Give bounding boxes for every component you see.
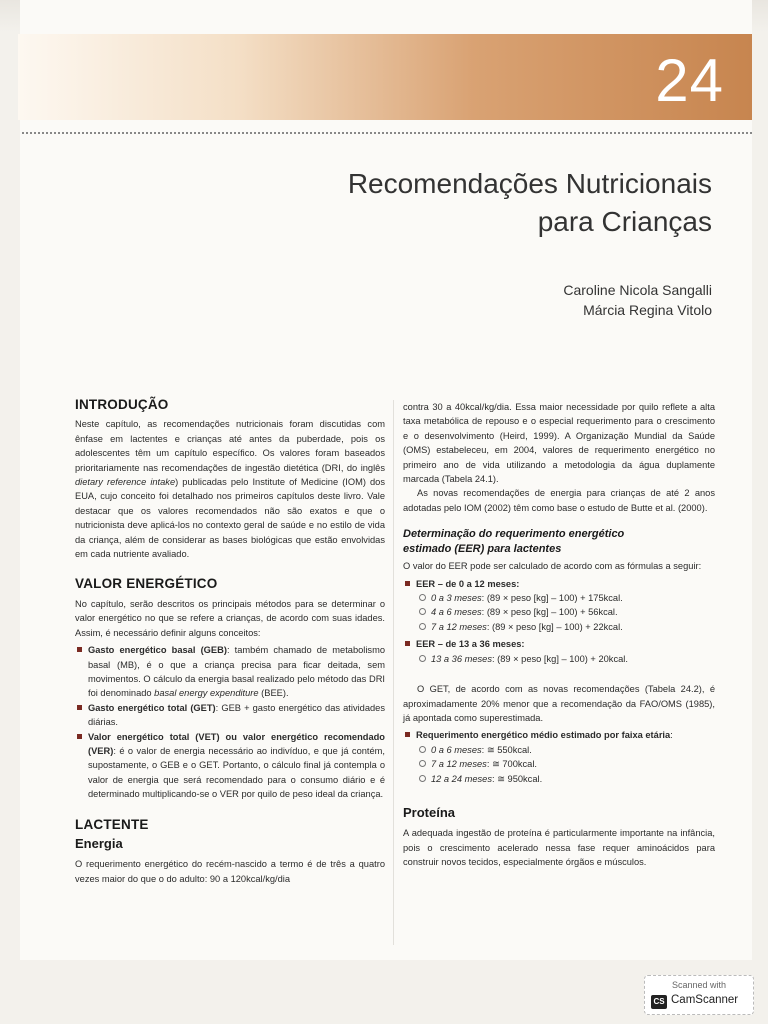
square-bullet-icon bbox=[77, 647, 82, 652]
energy-paragraph: No capítulo, serão descritos os principais métodos para se determinar o valor energético no que se refere a crianças, de acordo com suas idades. Assim, é necessário definir alguns conceitos: bbox=[75, 598, 385, 638]
get-paragraph: O GET, de acordo com as novas recomendações (Tabela 24.2), é aproximadamente 20% menor que a recomendação da FAO/OMS (1985), já apontada como superestimada. bbox=[403, 684, 715, 723]
requirement-value: : ≅ 950kcal. bbox=[491, 773, 543, 784]
eer-heading-line-1: Determinação do requerimento energético bbox=[403, 528, 625, 541]
energia-paragraph: O requerimento energético do recém-nascido a termo é de três a quatro vezes maior do que o do adulto: 90 a 120kcal/kg/dia bbox=[75, 859, 385, 884]
term-get: Gasto energético total (GET) bbox=[88, 702, 216, 713]
circle-bullet-icon bbox=[419, 655, 426, 662]
intro-text-rest: ) publicadas pelo Institute of Medicine (IOM) dos EUA, cujo conceito foi detalhado nos primeiros capítulos deste livro. Vale destacar que os valores recomendados não são exatos e que o nutricionista deve aplicá-los no contexto geral de saúde e no estilo de vida da criança, além de considerar as bases biológicas que estão envolvidas em cada nutriente avaliado. bbox=[75, 477, 386, 560]
formula-text: : (89 × peso [kg] – 100) + 20kcal. bbox=[491, 653, 628, 664]
column-divider bbox=[393, 400, 394, 945]
term-geb: Gasto energético basal (GEB) bbox=[88, 645, 227, 656]
circle-bullet-icon bbox=[419, 623, 426, 630]
square-bullet-icon bbox=[77, 734, 82, 739]
subsection-heading-energia: Energia bbox=[75, 835, 123, 851]
requirement-age: 12 a 24 meses bbox=[431, 773, 492, 784]
requirement-item bbox=[419, 772, 715, 786]
term-vet: Valor energético total (VET) ou valor energético recomendado (VER) bbox=[88, 731, 385, 756]
formula-item bbox=[419, 620, 715, 634]
requirement-item bbox=[419, 743, 715, 757]
formula-age: 7 a 12 meses bbox=[431, 621, 487, 632]
dotted-divider bbox=[22, 132, 752, 134]
list-item bbox=[75, 701, 385, 730]
requirement-value: : ≅ 700kcal. bbox=[486, 759, 537, 770]
circle-bullet-icon bbox=[419, 746, 426, 753]
square-bullet-icon bbox=[77, 705, 82, 710]
list-item bbox=[403, 728, 715, 742]
requirement-label: Requerimento energético médio estimado por faixa etária bbox=[416, 730, 671, 741]
formula-item bbox=[419, 605, 715, 619]
list-item bbox=[75, 730, 385, 802]
eer-formula-list-2 bbox=[403, 652, 715, 666]
eer-paragraph: O valor do EER pode ser calculado de acordo com as fórmulas a seguir: bbox=[403, 561, 702, 572]
chapter-banner bbox=[18, 34, 752, 120]
list-item bbox=[403, 637, 715, 651]
requirement-colon: : bbox=[670, 730, 673, 741]
requirement-value: : ≅ 550kcal. bbox=[481, 744, 532, 755]
eer-range-label: EER – de 0 a 12 meses: bbox=[416, 578, 520, 589]
eer-list-2 bbox=[403, 637, 715, 651]
author-1: Caroline Nicola Sangalli bbox=[563, 282, 712, 298]
definition-geb: : também chamado de metabolismo basal (MB), é o que a criança precisa para ficar deitada, sem movimentos. O cálculo da energia basal realizado pelo método das DRI foi denominado bbox=[88, 645, 385, 699]
circle-bullet-icon bbox=[419, 760, 426, 767]
section-heading-lactente: LACTENTE bbox=[75, 816, 149, 832]
term-bee-english: basal energy expenditure bbox=[154, 688, 259, 699]
chapter-title bbox=[348, 165, 712, 241]
list-item bbox=[403, 577, 715, 591]
list-item bbox=[75, 643, 385, 701]
iom-paragraph: As novas recomendações de energia para crianças de até 2 anos adotadas pelo IOM (2002) têm como base o estudo de Butte et al. (2000). bbox=[403, 488, 715, 513]
camscanner-name: CamScanner bbox=[671, 994, 739, 1006]
title-line-2: para Crianças bbox=[537, 206, 712, 237]
scanned-with-label: Scanned with bbox=[671, 980, 727, 990]
requirement-age: 0 a 6 meses bbox=[431, 744, 482, 755]
square-bullet-icon bbox=[405, 581, 410, 586]
authors bbox=[563, 280, 712, 320]
definition-geb-end: (BEE). bbox=[258, 688, 289, 699]
formula-text: : (89 × peso [kg] – 100) + 56kcal. bbox=[481, 607, 618, 618]
circle-bullet-icon bbox=[419, 594, 426, 601]
concept-list bbox=[75, 643, 385, 801]
square-bullet-icon bbox=[405, 641, 410, 646]
camscanner-logo-icon: CS bbox=[651, 995, 667, 1009]
intro-paragraph bbox=[75, 417, 385, 561]
definition-get: : GEB + gasto energético das atividades diárias. bbox=[88, 702, 385, 728]
right-column bbox=[403, 400, 715, 870]
intro-text: Neste capítulo, as recomendações nutricionais foram discutidas com ênfase em lactentes e crianças até antes da puberdade, pois os adolescentes têm um capítulo específico. Os valores foram baseados prioritariamente nas recomendações de ingestão dietética (DRI, do inglês bbox=[75, 419, 385, 473]
subsection-heading-proteina: Proteína bbox=[403, 804, 456, 820]
intro-emphasis: dietary reference intake bbox=[75, 477, 176, 488]
section-heading-introducao: INTRODUÇÃO bbox=[75, 397, 169, 412]
requirement-item bbox=[419, 757, 715, 771]
title-line-1: Recomendações Nutricionais bbox=[347, 168, 712, 199]
definition-vet: : é o valor de energia necessário ao indivíduo, e que já contém, supostamente, o GEB e o GET. Portanto, o cálculo final já contempla o valor de energia que será recomendado para o consumo diário e é determinado multiplicando-se o VER por quilo de peso ideal da criança. bbox=[88, 745, 385, 800]
eer-range-label: EER – de 13 a 36 meses: bbox=[416, 639, 525, 650]
circle-bullet-icon bbox=[419, 608, 426, 615]
subsection-heading-eer bbox=[403, 527, 715, 557]
section-heading-valor-energetico: VALOR ENERGÉTICO bbox=[75, 576, 218, 592]
requirement-list bbox=[403, 728, 715, 742]
formula-text: : (89 × peso [kg] – 100) + 22kcal. bbox=[486, 621, 623, 632]
author-2: Márcia Regina Vitolo bbox=[583, 302, 712, 318]
chapter-number: 24 bbox=[655, 47, 724, 114]
eer-formula-list bbox=[403, 591, 715, 634]
camscanner-badge bbox=[644, 975, 754, 1015]
requirement-values bbox=[403, 743, 715, 786]
eer-heading-line-2: estimado (EER) para lactentes bbox=[403, 543, 562, 556]
eer-list bbox=[403, 577, 715, 591]
formula-text: : (89 × peso [kg] – 100) + 175kcal. bbox=[481, 593, 623, 604]
continued-paragraph: contra 30 a 40kcal/kg/dia. Essa maior necessidade por quilo reflete a alta taxa metabólica de repouso e o especial requerimento para o crescimento e o desenvolvimento (Heird, 1999). A Organização Mundial da Saúde (OMS) estabeleceu, em 2004, valores de requerimento energético no primeiro ano de vida utilizando a metodologia da água duplamente marcada (Tabela 24.1). bbox=[403, 402, 715, 485]
left-column bbox=[75, 398, 385, 886]
formula-age: 0 a 3 meses bbox=[431, 593, 482, 604]
circle-bullet-icon bbox=[419, 775, 426, 782]
formula-item bbox=[419, 591, 715, 605]
formula-item bbox=[419, 652, 715, 666]
formula-age: 4 a 6 meses bbox=[431, 607, 482, 618]
formula-age: 13 a 36 meses bbox=[431, 653, 492, 664]
protein-paragraph: A adequada ingestão de proteína é particularmente importante na infância, pois o crescimento acelerado nessa fase requer aminoácidos para construir novos tecidos, especialmente órgãos e músculos. bbox=[403, 828, 715, 868]
square-bullet-icon bbox=[405, 732, 410, 737]
requirement-age: 7 a 12 meses bbox=[431, 759, 487, 770]
